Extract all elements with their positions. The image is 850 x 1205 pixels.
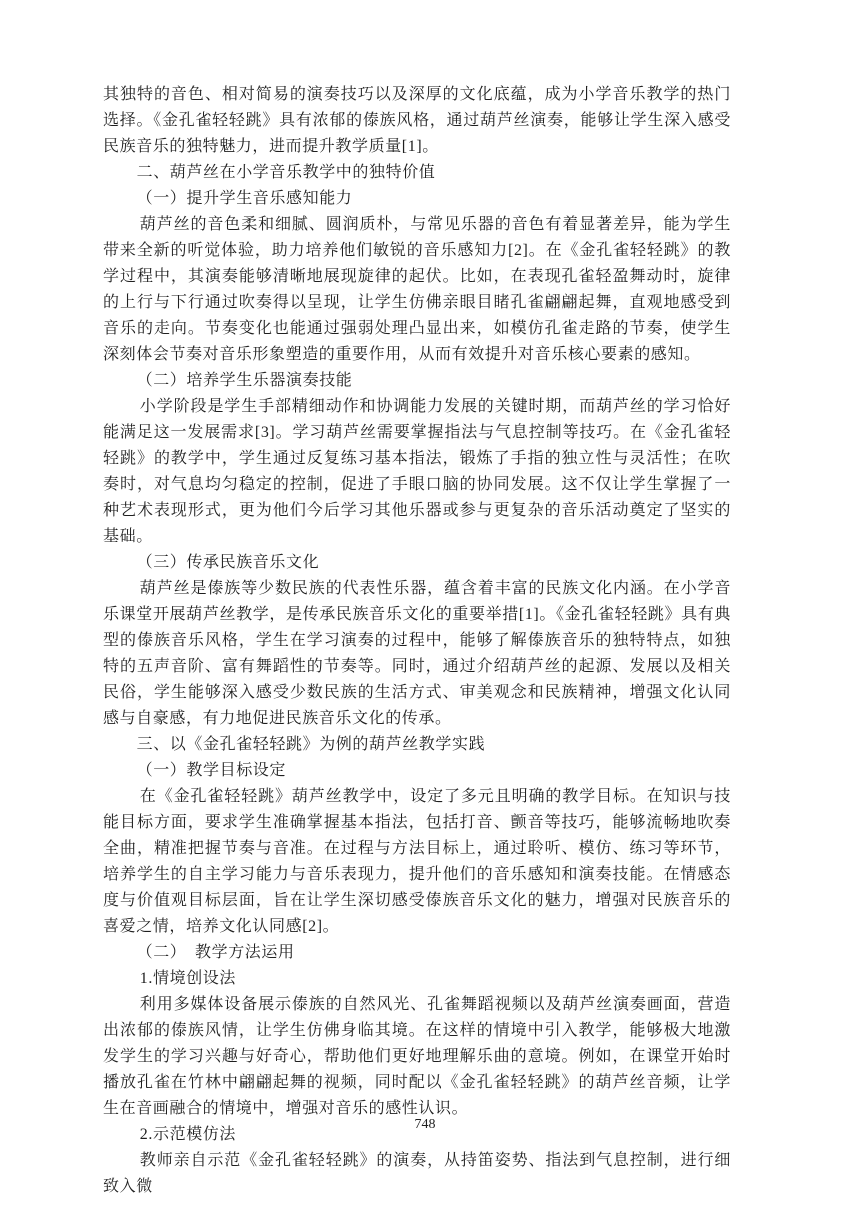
subsection-heading: （一）教学目标设定 xyxy=(136,762,286,779)
subsection-heading: （三）传承民族音乐文化 xyxy=(136,554,320,571)
paragraph: 其独特的音色、相对简易的演奏技巧以及深厚的文化底蕴，成为小学音乐教学的热门选择。《金孔雀轻轻跳》具有浓郁的傣族风格，通过葫芦丝演奏，能够让学生深入感受民族音乐的独特魅力，进而提升教学质量[1]。 xyxy=(103,86,731,155)
paragraph: 葫芦丝是傣族等少数民族的代表性乐器，蕴含着丰富的民族文化内涵。在小学音乐课堂开展葫芦丝教学，是传承民族音乐文化的重要举措[1]。《金孔雀轻轻跳》具有典型的傣族音乐风格，学生在学习演奏的过程中，能够了解傣族音乐的独特特点，如独特的五声音阶、富有舞蹈性的节奏等。同时，通过介绍葫芦丝的起源、发展以及相关民俗，学生能够深入感受少数民族的生活方式、审美观念和民族精神，增强文化认同感与自豪感，有力地促进民族音乐文化的传承。 xyxy=(103,580,731,727)
section-heading: 二、葫芦丝在小学音乐教学中的独特价值 xyxy=(136,164,436,181)
numbered-heading: 1.情境创设法 xyxy=(139,970,236,987)
numbered-heading: 2.示范模仿法 xyxy=(139,1126,236,1143)
paragraph: 在《金孔雀轻轻跳》葫芦丝教学中，设定了多元且明确的教学目标。在知识与技能目标方面，要求学生准确掌握基本指法，包括打音、颤音等技巧，能够流畅地吹奏全曲，精准把握节奏与音准。在过程与方法目标上，通过聆听、模仿、练习等环节，培养学生的自主学习能力与音乐表现力，提升他们的音乐感知和演奏技能。在情感态度与价值观目标层面，旨在让学生深切感受傣族音乐文化的魅力，增强对民族音乐的喜爱之情，培养文化认同感[2]。 xyxy=(103,788,731,935)
subsection-heading: （二）培养学生乐器演奏技能 xyxy=(136,372,353,389)
subsection-heading: （二） 教学方法运用 xyxy=(136,944,295,961)
paragraph: 利用多媒体设备展示傣族的自然风光、孔雀舞蹈视频以及葫芦丝演奏画面，营造出浓郁的傣族风情，让学生仿佛身临其境。在这样的情境中引入教学，能够极大地激发学生的学习兴趣与好奇心，帮助他们更好地理解乐曲的意境。例如，在课堂开始时播放孔雀在竹林中翩翩起舞的视频，同时配以《金孔雀轻轻跳》的葫芦丝音频，让学生在音画融合的情境中，增强对音乐的感性认识。 xyxy=(103,996,731,1117)
paragraph: 教师亲自示范《金孔雀轻轻跳》的演奏，从持笛姿势、指法到气息控制，进行细致入微 xyxy=(103,1152,731,1195)
paragraph: 葫芦丝的音色柔和细腻、圆润质朴，与常见乐器的音色有着显著差异，能为学生带来全新的听觉体验，助力培养他们敏锐的音乐感知力[2]。在《金孔雀轻轻跳》的教学过程中，其演奏能够清晰地展现旋律的起伏。比如，在表现孔雀轻盈舞动时，旋律的上行与下行通过吹奏得以呈现，让学生仿佛亲眼目睹孔雀翩翩起舞，直观地感受到音乐的走向。节奏变化也能通过强弱处理凸显出来，如模仿孔雀走路的节奏，使学生深刻体会节奏对音乐形象塑造的重要作用，从而有效提升对音乐核心要素的感知。 xyxy=(103,216,731,363)
section-heading: 三、以《金孔雀轻轻跳》为例的葫芦丝教学实践 xyxy=(136,736,486,753)
page-number: 748 xyxy=(414,1117,436,1132)
paragraph: 小学阶段是学生手部精细动作和协调能力发展的关键时期，而葫芦丝的学习恰好能满足这一发展需求[3]。学习葫芦丝需要掌握指法与气息控制等技巧。在《金孔雀轻轻跳》的教学中，学生通过反复练习基本指法，锻炼了手指的独立性与灵活性；在吹奏时，对气息均匀稳定的控制，促进了手眼口脑的协同发展。这不仅让学生掌握了一种艺术表现形式，更为他们今后学习其他乐器或参与更复杂的音乐活动奠定了坚实的基础。 xyxy=(103,398,731,545)
subsection-heading: （一）提升学生音乐感知能力 xyxy=(136,190,353,207)
document-body xyxy=(103,82,731,1200)
